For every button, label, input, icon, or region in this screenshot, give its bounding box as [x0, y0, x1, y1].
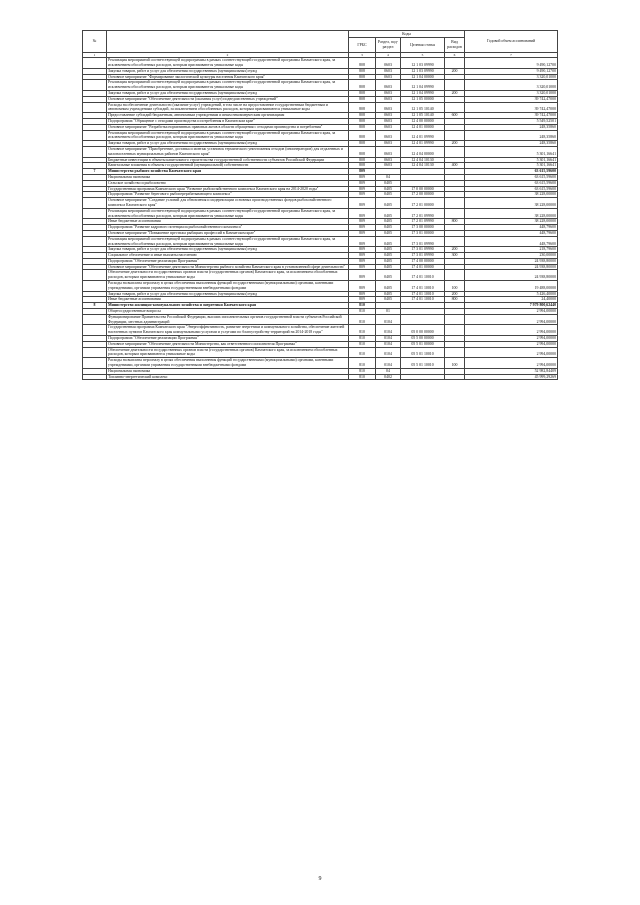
- row-amount: 38 228,00000: [465, 198, 558, 209]
- row-vr: [445, 236, 465, 247]
- row-amount: 5 549,52501: [465, 118, 558, 124]
- row-csr: 12 1 05 10140: [401, 113, 445, 119]
- row-grbs: 809: [349, 247, 376, 253]
- row-razdel: 0104: [376, 347, 401, 358]
- row-razdel: 04: [376, 368, 401, 374]
- row-razdel: 0104: [376, 341, 401, 347]
- row-razdel: 0603: [376, 74, 401, 80]
- row-number: [83, 281, 107, 292]
- row-name: Предоставление субсидий бюджетным, автономным учреждениям и иным некоммерческим организациям: [107, 113, 349, 119]
- row-razdel: 01: [376, 309, 401, 315]
- row-vr: [445, 374, 465, 380]
- row-name: Подпрограмма "Развитие берегового рыбоперерабатывающего комплекса": [107, 192, 349, 198]
- row-razdel: 0603: [376, 124, 401, 130]
- row-amount: 2 994,00000: [465, 358, 558, 369]
- header-grbs: ГРБС: [349, 38, 376, 53]
- row-csr: 17 2 01 09990: [401, 208, 445, 219]
- row-grbs: 809: [349, 192, 376, 198]
- row-grbs: 809: [349, 270, 376, 281]
- row-amount: 2 994,00000: [465, 336, 558, 342]
- row-grbs: 808: [349, 141, 376, 147]
- row-amount: 9 490,12700: [465, 68, 558, 74]
- row-amount: 5 301,16641: [465, 146, 558, 157]
- row-number: [83, 80, 107, 91]
- row-number: [83, 270, 107, 281]
- header-razdel: Раздел, под- раздел: [376, 38, 401, 53]
- row-csr: 17 2 01 00000: [401, 198, 445, 209]
- row-razdel: 0405: [376, 264, 401, 270]
- row-grbs: 808: [349, 163, 376, 169]
- row-vr: [445, 102, 465, 113]
- row-grbs: 808: [349, 118, 376, 124]
- row-name: Национальная экономика: [107, 174, 349, 180]
- row-amount: 448,79600: [465, 230, 558, 236]
- row-razdel: 0405: [376, 186, 401, 192]
- row-name: Сельское хозяйство и рыболовство: [107, 180, 349, 186]
- row-amount: 9 490,12700: [465, 58, 558, 69]
- row-name: Подпрограмма "Обеспечение реализации Программы": [107, 336, 349, 342]
- row-number: [83, 58, 107, 69]
- table-row: [83, 236, 558, 247]
- row-csr: [401, 314, 445, 325]
- row-grbs: 808: [349, 58, 376, 69]
- row-csr: 17 3 01 09990: [401, 236, 445, 247]
- row-csr: 12 4 04 10130: [401, 157, 445, 163]
- row-name: Основное мероприятие "Обеспечение деятельности (оказания услуг) подведомственных учреждений": [107, 96, 349, 102]
- row-amount: 63 615,59600: [465, 180, 558, 186]
- row-name: Социальное обеспечение и иные выплаты населению: [107, 253, 349, 259]
- index-cell: 4: [376, 53, 401, 58]
- row-name: Основное мероприятие "Разработка нормативных правовых актов в области обращения с отходами производства и потребления": [107, 124, 349, 130]
- row-grbs: 808: [349, 157, 376, 163]
- row-amount: 5 301,16641: [465, 163, 558, 169]
- row-name: Реализация мероприятий соответствующей подпрограммы в рамках соответствующей государственной программы Камчатского края, за исключением обособленных расходов, которым присваиваются уникальные коды: [107, 236, 349, 247]
- table-row: [83, 58, 558, 69]
- row-csr: 12 4 01 09990: [401, 130, 445, 141]
- row-amount: 2 994,00000: [465, 325, 558, 336]
- row-grbs: 810: [349, 314, 376, 325]
- row-razdel: 0603: [376, 130, 401, 141]
- row-name: Основное мероприятие "Обеспечение деятельности Министерства рыбного хозяйства Камчатского края в установленной сфере деятельности": [107, 264, 349, 270]
- row-amount: 19 488,00000: [465, 281, 558, 292]
- row-razdel: 0603: [376, 163, 401, 169]
- row-razdel: 0603: [376, 58, 401, 69]
- row-grbs: 809: [349, 297, 376, 303]
- row-razdel: 0405: [376, 297, 401, 303]
- row-razdel: 0405: [376, 253, 401, 259]
- table-row: [83, 325, 558, 336]
- row-csr: 12 4 01 09990: [401, 141, 445, 147]
- row-name: Бюджетные инвестиции в объекты капитального строительства государственной собственности субъектов Российской Федерации: [107, 157, 349, 163]
- page-number: 9: [318, 876, 322, 882]
- row-grbs: 809: [349, 258, 376, 264]
- row-grbs: 808: [349, 96, 376, 102]
- table-row: [83, 347, 558, 358]
- row-csr: 17 3 01 09990: [401, 247, 445, 253]
- row-name: Функционирование Правительства Российской Федерации, высших исполнительных органов государственной власти субъектов Российской Федерации, местных администраций: [107, 314, 349, 325]
- row-grbs: 808: [349, 90, 376, 96]
- table-row: [83, 314, 558, 325]
- row-name: Подпрограмма "Развитие кадрового потенциала рыбохозяйственного комплекса": [107, 225, 349, 231]
- row-csr: 05 5 00 00000: [401, 336, 445, 342]
- row-amount: 3 320,01000: [465, 80, 558, 91]
- row-razdel: 0603: [376, 118, 401, 124]
- row-amount: 63 615,59600: [465, 186, 558, 192]
- row-razdel: 0603: [376, 113, 401, 119]
- row-csr: 17 3 01 09990: [401, 253, 445, 259]
- row-name: Закупка товаров, работ и услуг для обеспечения государственных (муниципальных) нужд: [107, 247, 349, 253]
- row-amount: 2 994,00000: [465, 347, 558, 358]
- row-name: Подпрограмма "Обращение с отходами производства и потребления в Камчатском крае": [107, 118, 349, 124]
- row-csr: 05 0 00 00000: [401, 325, 445, 336]
- table-row: [83, 374, 558, 380]
- row-csr: 12 4 00 00000: [401, 118, 445, 124]
- row-grbs: 809: [349, 208, 376, 219]
- row-razdel: 0104: [376, 336, 401, 342]
- row-amount: 39 742,47000: [465, 102, 558, 113]
- row-grbs: 809: [349, 174, 376, 180]
- table-row: [83, 208, 558, 219]
- row-csr: 17 3 01 00000: [401, 230, 445, 236]
- row-number: [83, 146, 107, 157]
- row-grbs: 809: [349, 225, 376, 231]
- row-razdel: 0603: [376, 141, 401, 147]
- header-codes: Коды: [349, 31, 465, 38]
- row-grbs: 808: [349, 124, 376, 130]
- row-name: Реализация мероприятий соответствующей подпрограммы в рамках соответствующей государственной программы Камчатского края, за исключением обособленных расходов, которым присваиваются уникальные коды: [107, 80, 349, 91]
- row-vr: 300: [445, 253, 465, 259]
- index-cell: 5: [401, 53, 445, 58]
- row-grbs: 810: [349, 325, 376, 336]
- row-amount: 3 320,01000: [465, 74, 558, 80]
- row-grbs: 809: [349, 180, 376, 186]
- row-vr: [445, 130, 465, 141]
- row-vr: [445, 58, 465, 69]
- row-razdel: 0405: [376, 230, 401, 236]
- row-number: 8: [83, 303, 107, 309]
- table-row: [83, 270, 558, 281]
- row-name: Основное мероприятие "Приобретение, доставка и монтаж установок термического уничтожения отходов (инсинераторов) для отдаленных и малонаселенных муниципальных районов Камчатского края": [107, 146, 349, 157]
- index-cell: 2: [107, 53, 349, 58]
- row-amount: 24 938,80000: [465, 270, 558, 281]
- row-vr: [445, 208, 465, 219]
- row-csr: 17 4 01 10010: [401, 270, 445, 281]
- table-row: [83, 102, 558, 113]
- row-vr: 200: [445, 141, 465, 147]
- row-amount: 38 228,00000: [465, 219, 558, 225]
- row-csr: 12 1 03 09990: [401, 68, 445, 74]
- row-name: Основное мероприятие "Обеспечение деятельности Министерства, как ответственного исполнителя Программы": [107, 341, 349, 347]
- row-amount: 2 994,00000: [465, 309, 558, 315]
- index-cell: 6: [445, 53, 465, 58]
- row-vr: [445, 347, 465, 358]
- row-name: Подпрограмма "Обеспечение реализации Программы": [107, 258, 349, 264]
- row-grbs: 808: [349, 102, 376, 113]
- row-grbs: 809: [349, 291, 376, 297]
- row-amount: 2 994,00000: [465, 341, 558, 347]
- row-grbs: 809: [349, 236, 376, 247]
- index-cell: 7: [465, 53, 558, 58]
- row-grbs: 809: [349, 219, 376, 225]
- table-row: [83, 358, 558, 369]
- row-amount: 218,79600: [465, 247, 558, 253]
- row-name: Основное мероприятие "Формирование экологической культуры населения Камчатского края": [107, 74, 349, 80]
- row-grbs: 809: [349, 198, 376, 209]
- row-name: Топливно-энергетический комплекс: [107, 374, 349, 380]
- table-row: [83, 80, 558, 91]
- row-number: [83, 314, 107, 325]
- row-number: [83, 198, 107, 209]
- row-csr: 12 4 04 00000: [401, 146, 445, 157]
- row-grbs: 808: [349, 146, 376, 157]
- row-grbs: 810: [349, 341, 376, 347]
- index-cell: 3: [349, 53, 376, 58]
- row-csr: 12 4 01 00000: [401, 124, 445, 130]
- row-csr: 17 4 00 00000: [401, 258, 445, 264]
- row-number: [83, 236, 107, 247]
- row-amount: 52 982,84409: [465, 368, 558, 374]
- row-amount: 248,35860: [465, 141, 558, 147]
- row-name: Расходы на выплаты персоналу в целях обеспечения выполнения функций государственными (муниципальными) органами, казенными учреждениями, органами управления государственными внебюджетными фондами: [107, 281, 349, 292]
- row-razdel: 0405: [376, 208, 401, 219]
- row-vr: 800: [445, 219, 465, 225]
- row-vr: [445, 80, 465, 91]
- row-vr: [445, 325, 465, 336]
- row-amount: 7 979 800,62440: [465, 303, 558, 309]
- row-csr: 17 2 00 00000: [401, 192, 445, 198]
- row-razdel: 0405: [376, 180, 401, 186]
- row-number: [83, 102, 107, 113]
- header-annual: Годовой объем ассигнований: [465, 31, 558, 53]
- row-razdel: 0603: [376, 68, 401, 74]
- row-grbs: 810: [349, 303, 376, 309]
- row-name: Национальная экономика: [107, 368, 349, 374]
- row-razdel: 0603: [376, 146, 401, 157]
- row-razdel: 0104: [376, 358, 401, 369]
- row-amount: 248,35860: [465, 124, 558, 130]
- row-amount: 248,35860: [465, 130, 558, 141]
- row-number: [83, 347, 107, 358]
- row-name: Министерство рыбного хозяйства Камчатского края: [107, 169, 349, 175]
- row-csr: 17 2 01 09990: [401, 219, 445, 225]
- row-csr: 05 5 01 10010: [401, 347, 445, 358]
- row-razdel: 0603: [376, 102, 401, 113]
- row-name: Расходы на выплаты персоналу в целях обеспечения выполнения функций государственными (муниципальными) органами, казенными учреждениями, органами управления государственными внебюджетными фондами: [107, 358, 349, 369]
- row-grbs: 809: [349, 264, 376, 270]
- row-razdel: 0603: [376, 90, 401, 96]
- row-csr: [401, 374, 445, 380]
- row-name: Основное мероприятие "Создание условий для обновления и модернизации основных производственных фондов рыбохозяйственного комплекса Камчатского края": [107, 198, 349, 209]
- row-csr: 17 4 01 10010: [401, 291, 445, 297]
- row-amount: 63 615,59600: [465, 174, 558, 180]
- row-csr: 17 0 00 00000: [401, 186, 445, 192]
- row-grbs: 810: [349, 336, 376, 342]
- table-row: [83, 130, 558, 141]
- row-csr: 12 1 04 09990: [401, 80, 445, 91]
- row-vr: 200: [445, 291, 465, 297]
- row-amount: 2 994,00000: [465, 314, 558, 325]
- header-num: №: [83, 31, 107, 53]
- row-name: Закупка товаров, работ и услуг для обеспечения государственных (муниципальных) нужд: [107, 68, 349, 74]
- row-vr: 100: [445, 358, 465, 369]
- row-name: Закупка товаров, работ и услуг для обеспечения государственных (муниципальных) нужд: [107, 291, 349, 297]
- row-name: Закупка товаров, работ и услуг для обеспечения государственных (муниципальных) нужд: [107, 90, 349, 96]
- row-razdel: 0104: [376, 314, 401, 325]
- row-vr: [445, 198, 465, 209]
- row-number: [83, 358, 107, 369]
- row-amount: 5 426,40000: [465, 291, 558, 297]
- row-amount: 38 228,00000: [465, 208, 558, 219]
- row-name: Расходы на обеспечение деятельности (оказание услуг) учреждений, в том числе на предоставление государственным бюджетным и автономным учреждениям субсидий, за исключением обособленных расходов, которым присваиваются уникальные коды: [107, 102, 349, 113]
- row-grbs: 810: [349, 368, 376, 374]
- row-grbs: 809: [349, 230, 376, 236]
- row-razdel: 0405: [376, 247, 401, 253]
- row-number: [83, 374, 107, 380]
- row-razdel: 0603: [376, 96, 401, 102]
- row-razdel: 0405: [376, 291, 401, 297]
- row-name: Государственная программа Камчатского края "Развитие рыбохозяйственного комплекса Камчатского края на 2014-2020 годы": [107, 186, 349, 192]
- row-vr: 400: [445, 163, 465, 169]
- row-amount: 24 938,80000: [465, 258, 558, 264]
- row-name: Иные бюджетные ассигнования: [107, 219, 349, 225]
- row-name: Министерство жилищно-коммунального хозяйства и энергетики Камчатского края: [107, 303, 349, 309]
- row-vr: [445, 314, 465, 325]
- table-row: [83, 146, 558, 157]
- row-grbs: 809: [349, 169, 376, 175]
- row-razdel: 0405: [376, 219, 401, 225]
- row-amount: 45 999,29269: [465, 374, 558, 380]
- row-csr: 17 4 01 00000: [401, 264, 445, 270]
- row-amount: 63 615,59600: [465, 169, 558, 175]
- row-amount: 24 938,80000: [465, 264, 558, 270]
- row-razdel: 0603: [376, 157, 401, 163]
- row-vr: 100: [445, 281, 465, 292]
- row-csr: 05 5 01 00000: [401, 341, 445, 347]
- header-name: [107, 31, 349, 53]
- header-vr: Вид расходов: [445, 38, 465, 53]
- row-name: Капитальные вложения в объекты государственной (муниципальной) собственности: [107, 163, 349, 169]
- row-razdel: 0405: [376, 258, 401, 264]
- row-grbs: 809: [349, 253, 376, 259]
- row-name: Государственная программа Камчатского края "Энергоэффективность, развитие энергетики и коммунального хозяйства, обеспечение жителей населенных пунктов Камчатского края коммунальными услугами и услугами по благоустройству территорий на 2014-2018 годы": [107, 325, 349, 336]
- row-csr: 17 4 01 10010: [401, 281, 445, 292]
- row-vr: 200: [445, 247, 465, 253]
- row-name: Общегосударственные вопросы: [107, 309, 349, 315]
- row-number: [83, 130, 107, 141]
- row-grbs: 808: [349, 113, 376, 119]
- row-razdel: 0405: [376, 192, 401, 198]
- row-amount: 5 301,16641: [465, 157, 558, 163]
- row-name: Обеспечение деятельности государственных органов власти (государственных органов) Камчатского края, за исключением обособленных расходов, которым присваиваются уникальные коды: [107, 347, 349, 358]
- row-vr: [445, 146, 465, 157]
- row-csr: 12 1 05 10140: [401, 102, 445, 113]
- budget-table: [82, 30, 558, 380]
- row-amount: 24,40000: [465, 297, 558, 303]
- row-name: Закупка товаров, работ и услуг для обеспечения государственных (муниципальных) нужд: [107, 141, 349, 147]
- row-csr: 17 3 00 00000: [401, 225, 445, 231]
- table-row: [83, 198, 558, 209]
- row-razdel: 0405: [376, 270, 401, 281]
- row-grbs: 809: [349, 281, 376, 292]
- row-razdel: 0405: [376, 198, 401, 209]
- row-name: Иные бюджетные ассигнования: [107, 297, 349, 303]
- index-cell: 1: [83, 53, 107, 58]
- row-csr: 12 1 05 00000: [401, 96, 445, 102]
- row-amount: 38 228,00000: [465, 192, 558, 198]
- row-grbs: 808: [349, 68, 376, 74]
- row-vr: 200: [445, 68, 465, 74]
- row-amount: 230,00000: [465, 253, 558, 259]
- row-razdel: 0405: [376, 281, 401, 292]
- row-amount: 39 742,47000: [465, 96, 558, 102]
- row-grbs: 808: [349, 80, 376, 91]
- row-csr: 05 5 01 10010: [401, 358, 445, 369]
- row-amount: 3 320,01000: [465, 90, 558, 96]
- row-grbs: 809: [349, 186, 376, 192]
- row-vr: [445, 270, 465, 281]
- row-name: Реализация мероприятий соответствующей подпрограммы в рамках соответствующей государственной программы Камчатского края, за исключением обособленных расходов, которым присваиваются уникальные коды: [107, 130, 349, 141]
- row-name: Обеспечение деятельности государственных органов власти (государственных органов) Камчатского края, за исключением обособленных расходов, которым присваиваются уникальные коды: [107, 270, 349, 281]
- row-razdel: 0104: [376, 325, 401, 336]
- row-grbs: 810: [349, 347, 376, 358]
- row-csr: 12 1 03 09990: [401, 58, 445, 69]
- row-grbs: 810: [349, 309, 376, 315]
- row-name: Основное мероприятие "Повышение престижа рыбацких профессий в Камчатском крае": [107, 230, 349, 236]
- row-vr: 200: [445, 90, 465, 96]
- header-csr: Целевая статья: [401, 38, 445, 53]
- table-row: [83, 281, 558, 292]
- row-csr: 12 1 04 00000: [401, 74, 445, 80]
- row-number: 7: [83, 169, 107, 175]
- row-razdel: 04: [376, 174, 401, 180]
- row-amount: 39 742,47000: [465, 113, 558, 119]
- row-razdel: 0402: [376, 374, 401, 380]
- row-name: Реализация мероприятий соответствующей подпрограммы в рамках соответствующей государственной программы Камчатского края, за исключением обособленных расходов, которым присваиваются уникальные коды: [107, 58, 349, 69]
- row-amount: 448,79600: [465, 236, 558, 247]
- row-csr: 17 4 01 10010: [401, 297, 445, 303]
- row-number: [83, 208, 107, 219]
- row-grbs: 810: [349, 374, 376, 380]
- row-name: Реализация мероприятий соответствующей подпрограммы в рамках соответствующей государственной программы Камчатского края, за исключением обособленных расходов, которым присваиваются уникальные коды: [107, 208, 349, 219]
- row-grbs: 810: [349, 358, 376, 369]
- row-amount: 448,79600: [465, 225, 558, 231]
- row-csr: 12 1 04 09990: [401, 90, 445, 96]
- row-razdel: 0405: [376, 236, 401, 247]
- row-grbs: 808: [349, 74, 376, 80]
- row-vr: 600: [445, 113, 465, 119]
- row-number: [83, 325, 107, 336]
- row-grbs: 808: [349, 130, 376, 141]
- row-razdel: 0603: [376, 80, 401, 91]
- budget-table-body: [83, 58, 558, 380]
- row-vr: 800: [445, 297, 465, 303]
- row-razdel: 0405: [376, 225, 401, 231]
- row-csr: 12 4 04 10130: [401, 163, 445, 169]
